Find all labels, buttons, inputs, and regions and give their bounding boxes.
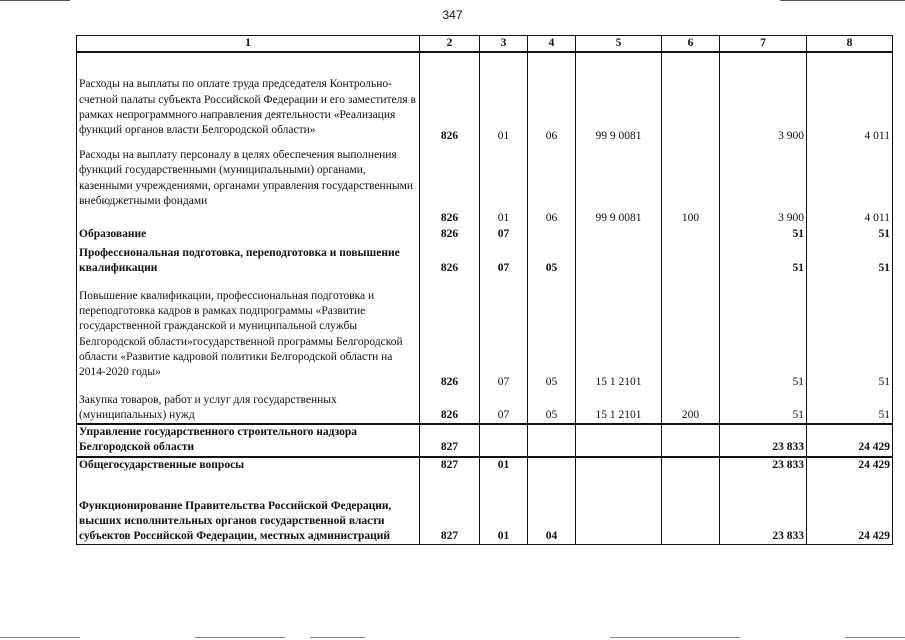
cell-amount-2: 24 429	[807, 424, 893, 456]
cell-amount-1: 23 833	[720, 457, 807, 473]
cell-amount-2: 24 429	[807, 473, 893, 545]
row-name: Закупка товаров, работ и услуг для государственных (муниципальных) нужд	[77, 390, 420, 424]
header-col-5: 5	[576, 36, 662, 53]
header-col-6: 6	[662, 36, 720, 53]
table-row	[77, 457, 893, 473]
cell-target: 99 9 0081	[576, 52, 662, 144]
cell-amount-1: 51	[720, 390, 807, 424]
cell-amount-1: 23 833	[720, 424, 807, 456]
header-col-8: 8	[807, 36, 893, 53]
row-name: Расходы на выплаты по оплате труда председателя Контрольно-счетной палаты субъекта Российской Федерации и его заместителя в рамках непрограммного направления деятельности «Реализация функций органов власти Белгородской области»	[77, 52, 420, 144]
cell-ministry: 827	[420, 424, 480, 456]
cell-amount-1: 3 900	[720, 144, 807, 226]
cell-amount-1: 51	[720, 276, 807, 390]
cell-amount-2: 4 011	[807, 52, 893, 144]
cell-target	[576, 424, 662, 456]
cell-section: 01	[480, 473, 528, 545]
cell-section: 07	[480, 390, 528, 424]
cell-target	[576, 457, 662, 473]
cell-expense-type: 200	[662, 390, 720, 424]
cell-amount-2: 51	[807, 276, 893, 390]
cell-ministry: 826	[420, 144, 480, 226]
cell-ministry: 827	[420, 457, 480, 473]
cell-expense-type: 100	[662, 144, 720, 226]
table-row	[77, 276, 893, 390]
cell-amount-2: 24 429	[807, 457, 893, 473]
cell-expense-type	[662, 457, 720, 473]
header-col-2: 2	[420, 36, 480, 53]
scan-edge-bottom-5	[845, 637, 905, 638]
cell-section: 01	[480, 457, 528, 473]
cell-amount-1: 51	[720, 242, 807, 276]
scan-edge-bottom-4	[610, 637, 740, 638]
row-name: Общегосударственные вопросы	[77, 457, 420, 473]
cell-section: 01	[480, 144, 528, 226]
cell-expense-type	[662, 424, 720, 456]
table-row	[77, 144, 893, 226]
budget-table	[76, 35, 893, 545]
cell-amount-2: 51	[807, 242, 893, 276]
cell-ministry: 826	[420, 242, 480, 276]
header-row	[77, 36, 893, 53]
cell-expense-type	[662, 52, 720, 144]
cell-expense-type	[662, 276, 720, 390]
row-name: Повышение квалификации, профессиональная подготовка и переподготовка кадров в рамках подпрограммы «Развитие государственной гражданской и муниципальной службы Белгородской области»государственной программы Белгородской области «Развитие кадровой политики Белгородской области на 2014-2020 годы»	[77, 276, 420, 390]
cell-subsection: 06	[528, 144, 576, 226]
scan-edge-top-right	[780, 0, 905, 1]
cell-amount-2: 51	[807, 226, 893, 242]
table-row	[77, 226, 893, 242]
table-row	[77, 390, 893, 424]
cell-amount-2: 51	[807, 390, 893, 424]
cell-subsection	[528, 424, 576, 456]
scan-edge-top-left	[0, 0, 70, 1]
cell-target: 99 9 0081	[576, 144, 662, 226]
cell-expense-type	[662, 242, 720, 276]
cell-ministry: 826	[420, 52, 480, 144]
cell-section: 07	[480, 226, 528, 242]
cell-section: 01	[480, 52, 528, 144]
cell-ministry: 826	[420, 226, 480, 242]
cell-ministry: 826	[420, 390, 480, 424]
cell-subsection: 06	[528, 52, 576, 144]
row-name: Образование	[77, 226, 420, 242]
cell-ministry: 826	[420, 276, 480, 390]
scan-edge-bottom-2	[195, 637, 285, 638]
cell-amount-1: 51	[720, 226, 807, 242]
cell-subsection	[528, 457, 576, 473]
cell-amount-1: 23 833	[720, 473, 807, 545]
row-name: Расходы на выплату персоналу в целях обеспечения выполнения функций государственными (муниципальными) органами, казенными учреждениями, органами управления государственными внебюджетными фондами	[77, 144, 420, 226]
table-row	[77, 424, 893, 456]
cell-expense-type	[662, 473, 720, 545]
cell-section: 07	[480, 276, 528, 390]
cell-expense-type	[662, 226, 720, 242]
cell-section	[480, 424, 528, 456]
cell-subsection	[528, 226, 576, 242]
cell-subsection: 05	[528, 276, 576, 390]
cell-amount-1: 3 900	[720, 52, 807, 144]
row-name: Управление государственного строительного надзора Белгородской области	[77, 424, 420, 456]
row-name: Функционирование Правительства Российской Федерации, высших исполнительных органов государственной власти субъектов Российской Федерации, местных администраций	[77, 473, 420, 545]
cell-subsection: 05	[528, 242, 576, 276]
cell-section: 07	[480, 242, 528, 276]
header-col-4: 4	[528, 36, 576, 53]
cell-target	[576, 226, 662, 242]
cell-ministry: 827	[420, 473, 480, 545]
header-col-3: 3	[480, 36, 528, 53]
cell-subsection: 04	[528, 473, 576, 545]
page-number: 347	[442, 8, 463, 22]
table-row	[77, 52, 893, 144]
scan-edge-bottom-3	[310, 637, 365, 638]
header-col-7: 7	[720, 36, 807, 53]
header-col-1: 1	[77, 36, 420, 53]
cell-subsection: 05	[528, 390, 576, 424]
table-row	[77, 242, 893, 276]
cell-target	[576, 242, 662, 276]
scan-edge-bottom-1	[0, 637, 80, 638]
cell-target: 15 1 2101	[576, 276, 662, 390]
row-name: Профессиональная подготовка, переподготовка и повышение квалификации	[77, 242, 420, 276]
table-row	[77, 473, 893, 545]
cell-target: 15 1 2101	[576, 390, 662, 424]
cell-amount-2: 4 011	[807, 144, 893, 226]
cell-target	[576, 473, 662, 545]
